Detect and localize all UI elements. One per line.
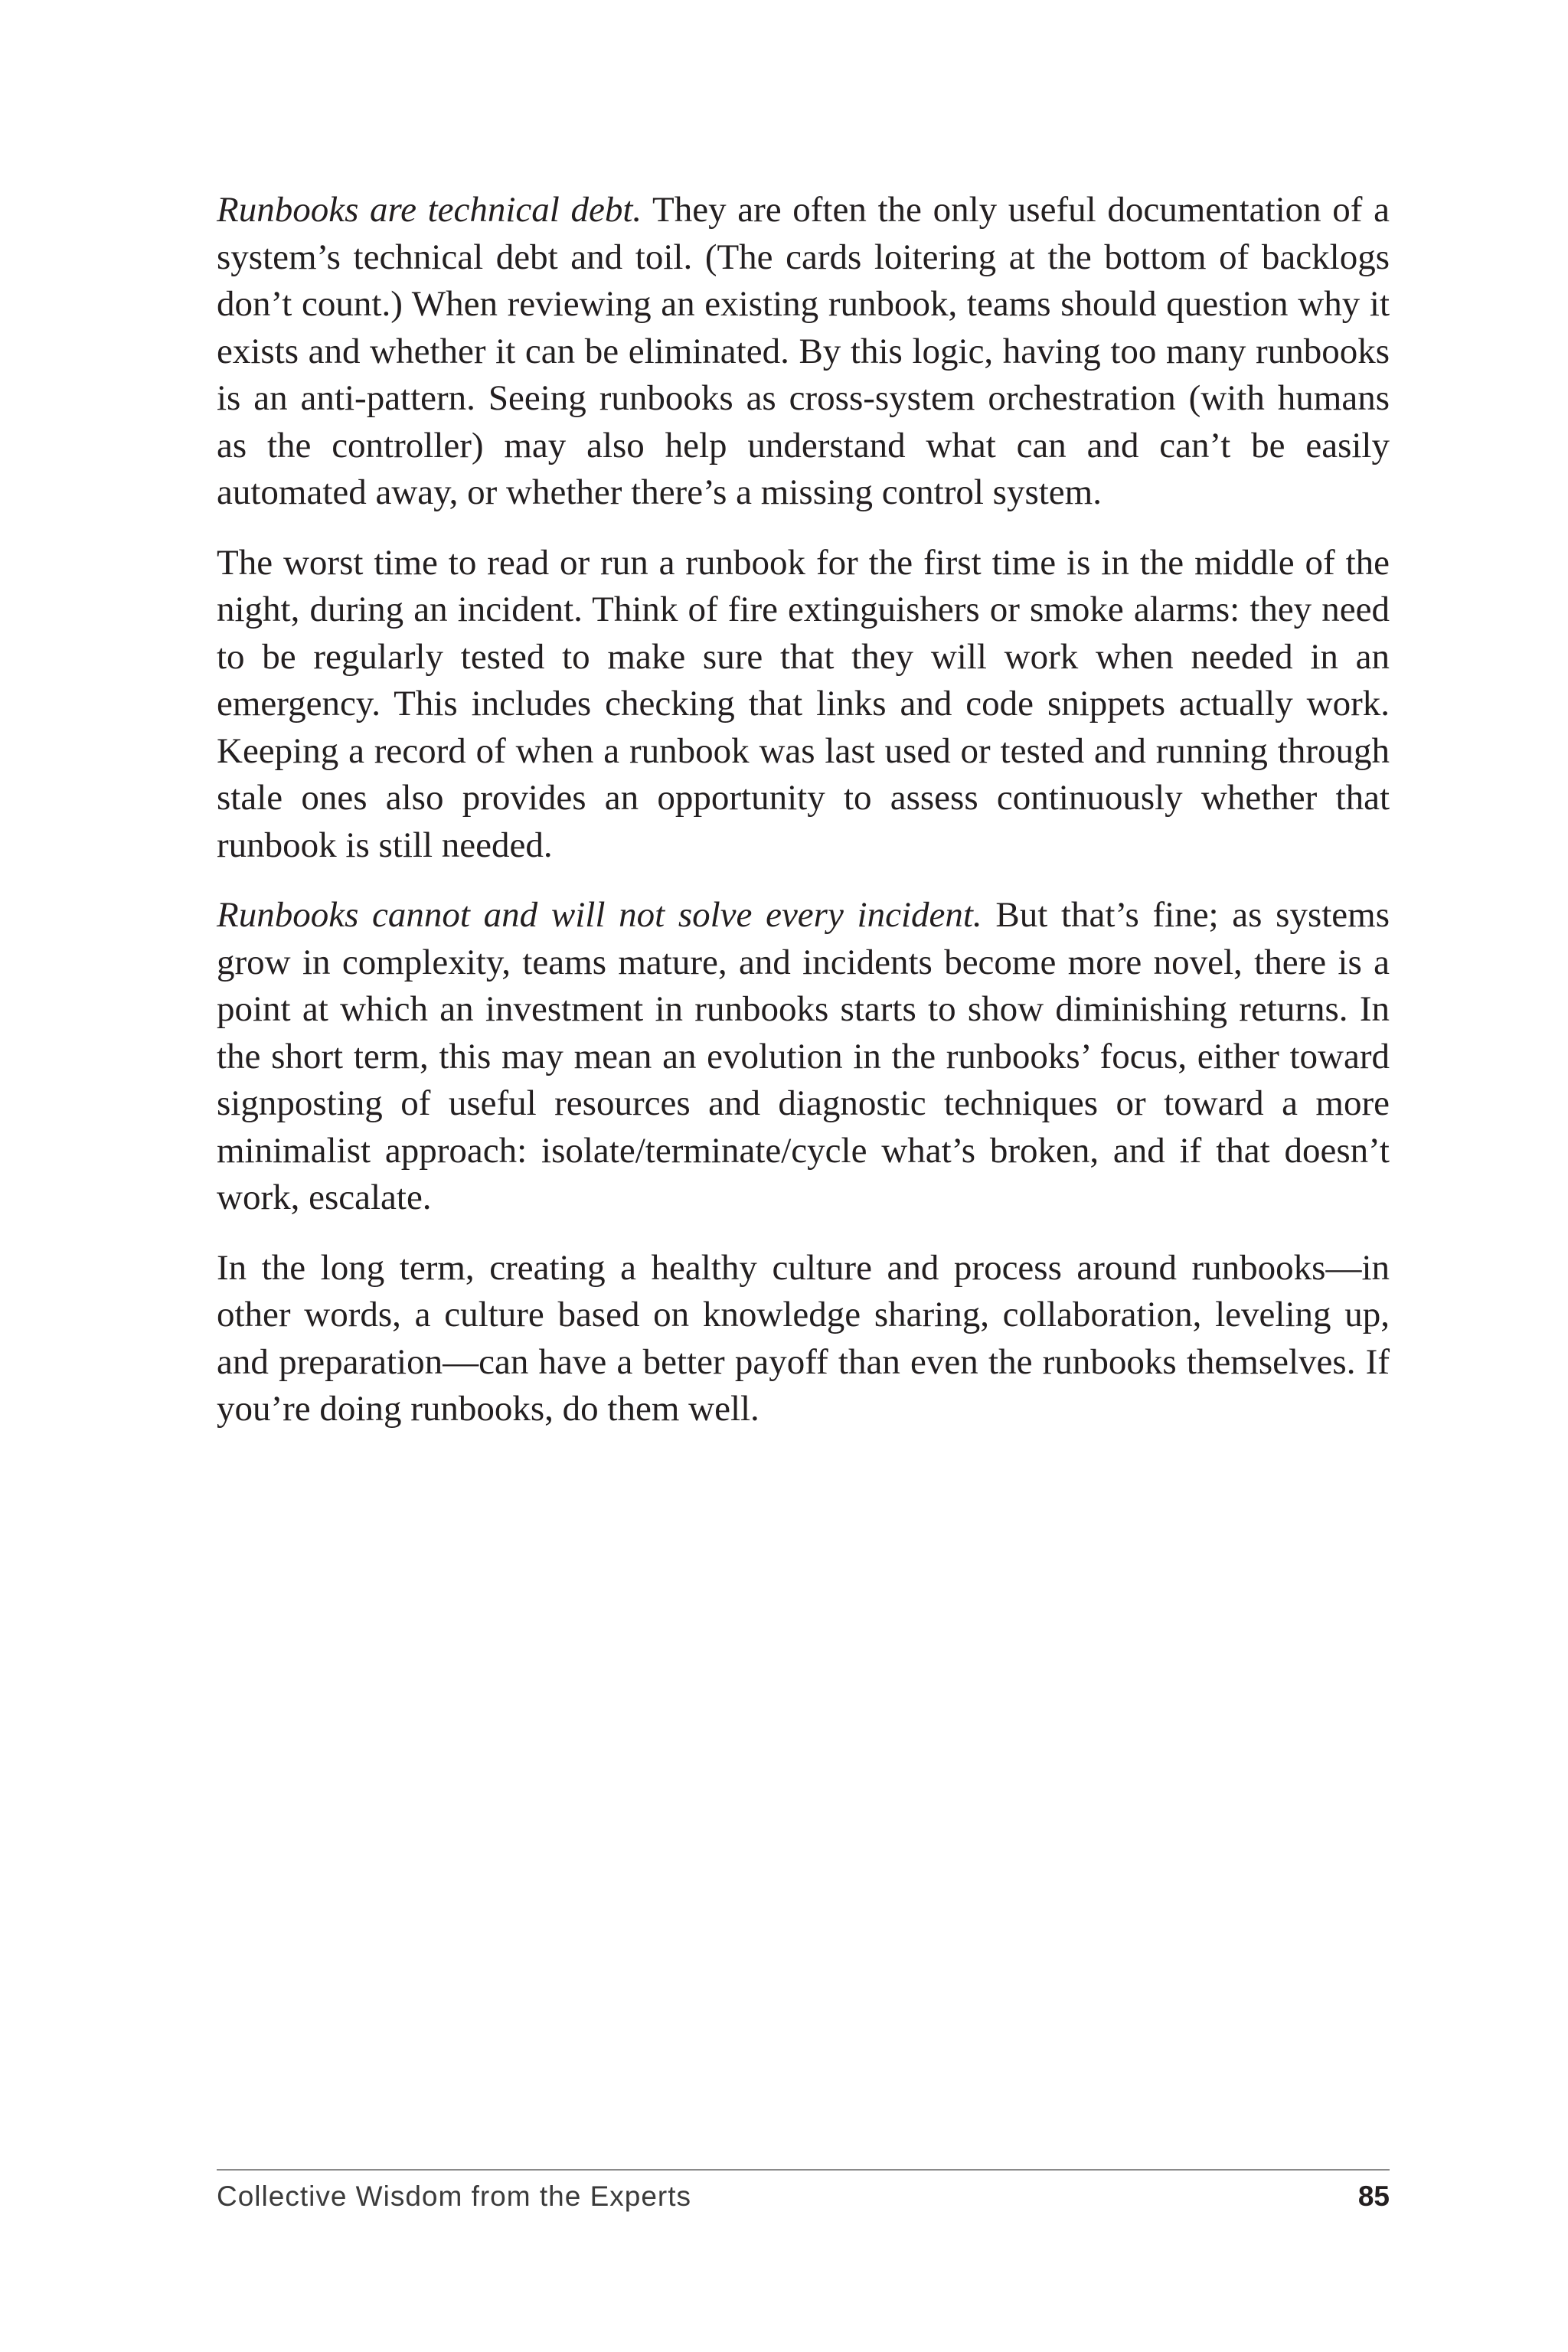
paragraph-technical-debt (217, 187, 1390, 517)
paragraph-text: In the long term, creating a healthy culture and process around runbooks—in other words, a culture based on knowledge sharing, collaboration, leveling up, and preparation—can have a better payoff than even the runbooks themselves. If you’re doing runbooks, do them well. (217, 1247, 1390, 1429)
paragraph-worst-time (217, 540, 1390, 870)
paragraph-long-term (217, 1245, 1390, 1433)
paragraph-text: The worst time to read or run a runbook for the first time is in the middle of the night, during an incident. Think of fire extinguishers or smoke alarms: they need to be regularly tested to make sure that they will work when needed in an emergency. This includes checking that links and code snippets actually work. Keeping a record of when a runbook was last used or tested and running through stale ones also provides an opportunity to assess continuously whether that runbook is still needed. (217, 542, 1390, 865)
paragraph-text: They are often the only useful documentation of a system’s technical debt and toil. (The cards loitering at the bottom of backlogs don’t count.) When reviewing an existing runbook, teams should question why it exists and whether it can be eliminated. By this logic, having too many runbooks is an anti-pattern. Seeing runbooks as cross-system orchestration (with humans as the controller) may also help understand what can and can’t be easily automated away, or whether there’s a missing control system. (217, 190, 1390, 512)
body-text (217, 187, 1390, 1456)
paragraph-cannot-solve (217, 892, 1390, 1222)
footer-divider (217, 2169, 1390, 2171)
page-footer (217, 2177, 1390, 2216)
page-number: 85 (1357, 2180, 1390, 2212)
paragraph-lead-italic: Runbooks cannot and will not solve every incident. (217, 895, 982, 935)
paragraph-text: But that’s fine; as systems grow in complexity, teams mature, and incidents become more novel, there is a point at which an investment in runbooks starts to show diminishing returns. In the short term, this may mean an evolution in the runbooks’ focus, either toward signposting of useful resources and diagnostic techniques or toward a more minimalist approach: isolate/terminate/cycle what’s broken, and if that doesn’t work, escalate. (217, 895, 1390, 1217)
paragraph-lead-italic: Runbooks are technical debt. (217, 190, 642, 230)
running-footer-title: Collective Wisdom from the Experts (217, 2180, 692, 2212)
